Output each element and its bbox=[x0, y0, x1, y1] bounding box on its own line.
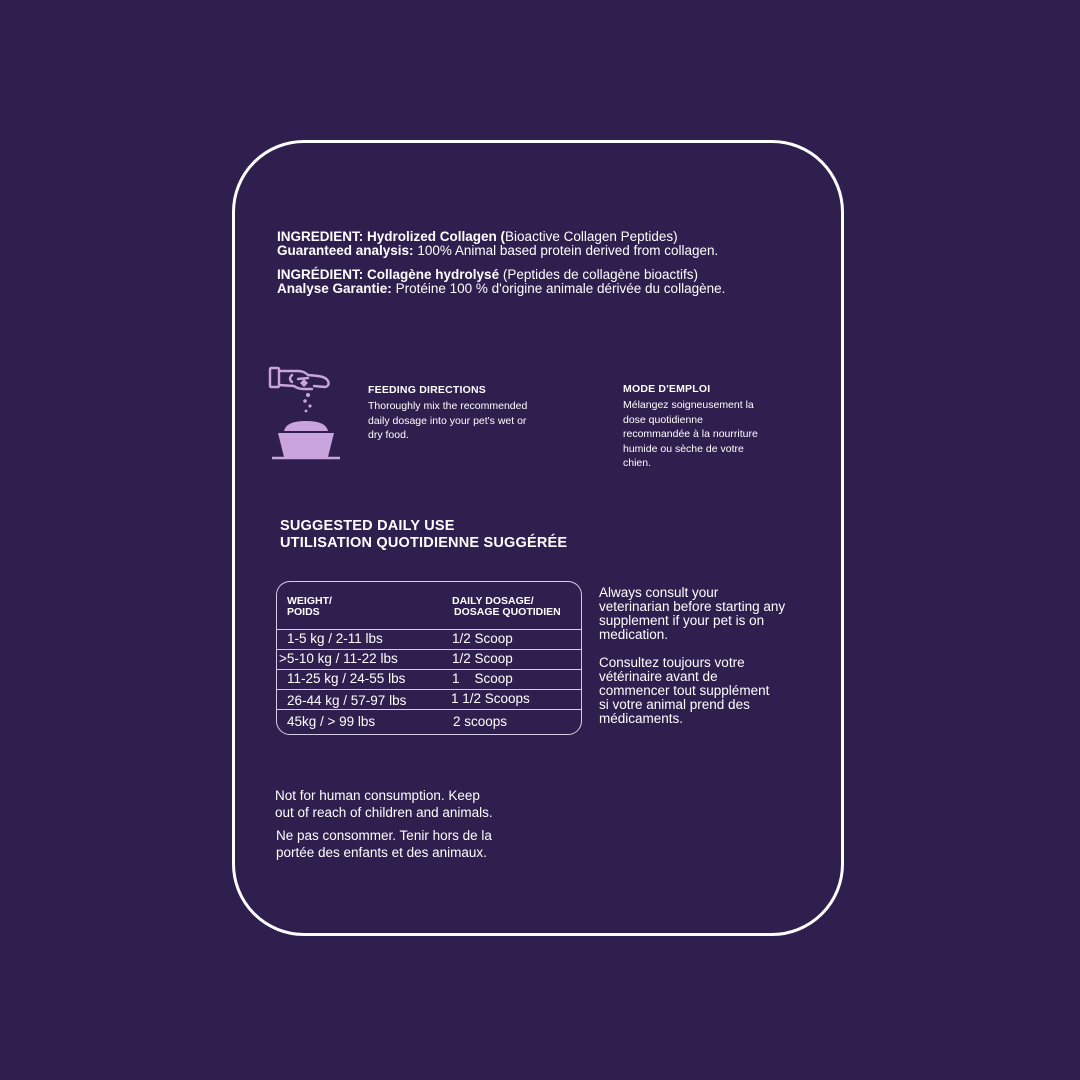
feeding-fr-line: dose quotidienne bbox=[623, 413, 703, 426]
weight-cell: 1-5 kg / 2-11 lbs bbox=[287, 631, 383, 646]
analysis-fr: Analyse Garantie: Protéine 100 % d'origine animale dérivée du collagène. bbox=[277, 281, 726, 296]
ingredient-fr: INGRÉDIENT: Collagène hydrolysé (Peptides de collagène bioactifs) bbox=[277, 267, 698, 282]
feeding-directions-fr bbox=[623, 383, 803, 471]
dose-cell: 1 Scoop bbox=[452, 671, 513, 686]
dosage-header: DAILY DOSAGE/ DOSAGE QUOTIDIEN bbox=[452, 595, 561, 618]
table-row bbox=[277, 630, 581, 650]
dose-cell: 1/2 Scoop bbox=[452, 631, 513, 646]
dosage-table bbox=[276, 581, 582, 735]
table-row bbox=[277, 670, 581, 690]
feeding-fr-line: Mélangez soigneusement la bbox=[623, 399, 754, 411]
consult-fr: Consultez toujours votre vétérinaire avant de commencer tout supplément si votre animal prend des médicaments. bbox=[599, 655, 770, 726]
suggested-heading-fr: UTILISATION QUOTIDIENNE SUGGÉRÉE bbox=[280, 535, 568, 551]
table-row bbox=[277, 710, 581, 735]
dose-cell: 1/2 Scoop bbox=[452, 651, 513, 666]
warning-en: Not for human consumption. Keep out of reach of children and animals. bbox=[275, 788, 493, 820]
consult-vet-note bbox=[599, 586, 829, 740]
feeding-hand-bowl-icon bbox=[268, 365, 344, 461]
feeding-en-line: dry food. bbox=[368, 429, 409, 441]
feeding-fr-line: chien. bbox=[623, 457, 652, 469]
ingredients-block bbox=[277, 230, 725, 296]
weight-cell: 26-44 kg / 57-97 lbs bbox=[287, 693, 407, 708]
table-row bbox=[277, 690, 581, 710]
feeding-en-line: daily dosage into your pet's wet or bbox=[368, 414, 527, 427]
consult-en: Always consult your veterinarian before starting any supplement if your pet is on medication. bbox=[599, 585, 786, 642]
safety-warning bbox=[275, 788, 555, 868]
dose-cell: 2 scoops bbox=[453, 714, 508, 729]
table-row bbox=[277, 650, 581, 670]
weight-cell: 11-25 kg / 24-55 lbs bbox=[287, 671, 406, 686]
feeding-en-line: Thoroughly mix the recommended bbox=[368, 400, 528, 412]
suggested-heading-en: SUGGESTED DAILY USE bbox=[280, 518, 455, 534]
warning-fr: Ne pas consommer. Tenir hors de la portée des enfants et des animaux. bbox=[276, 828, 492, 860]
dose-cell: 1 1/2 Scoops bbox=[451, 691, 530, 706]
table-header bbox=[277, 582, 581, 630]
feeding-directions-en bbox=[368, 384, 578, 443]
feeding-directions-title: FEEDING DIRECTIONS bbox=[368, 384, 486, 396]
suggested-daily-use-heading bbox=[280, 518, 567, 552]
mode-emploi-title: MODE D'EMPLOI bbox=[623, 383, 711, 395]
weight-header: WEIGHT/ POIDS bbox=[287, 595, 332, 618]
weight-cell: >5-10 kg / 11-22 lbs bbox=[279, 651, 398, 666]
feeding-fr-line: recommandée à la nourriture bbox=[623, 428, 758, 440]
feeding-fr-line: humide ou sèche de votre bbox=[623, 442, 744, 455]
analysis-en: Guaranteed analysis: 100% Animal based protein derived from collagen. bbox=[277, 243, 719, 258]
ingredient-en: INGREDIENT: Hydrolized Collagen (Bioactive Collagen Peptides) bbox=[277, 229, 678, 244]
weight-cell: 45kg / > 99 lbs bbox=[287, 714, 376, 729]
